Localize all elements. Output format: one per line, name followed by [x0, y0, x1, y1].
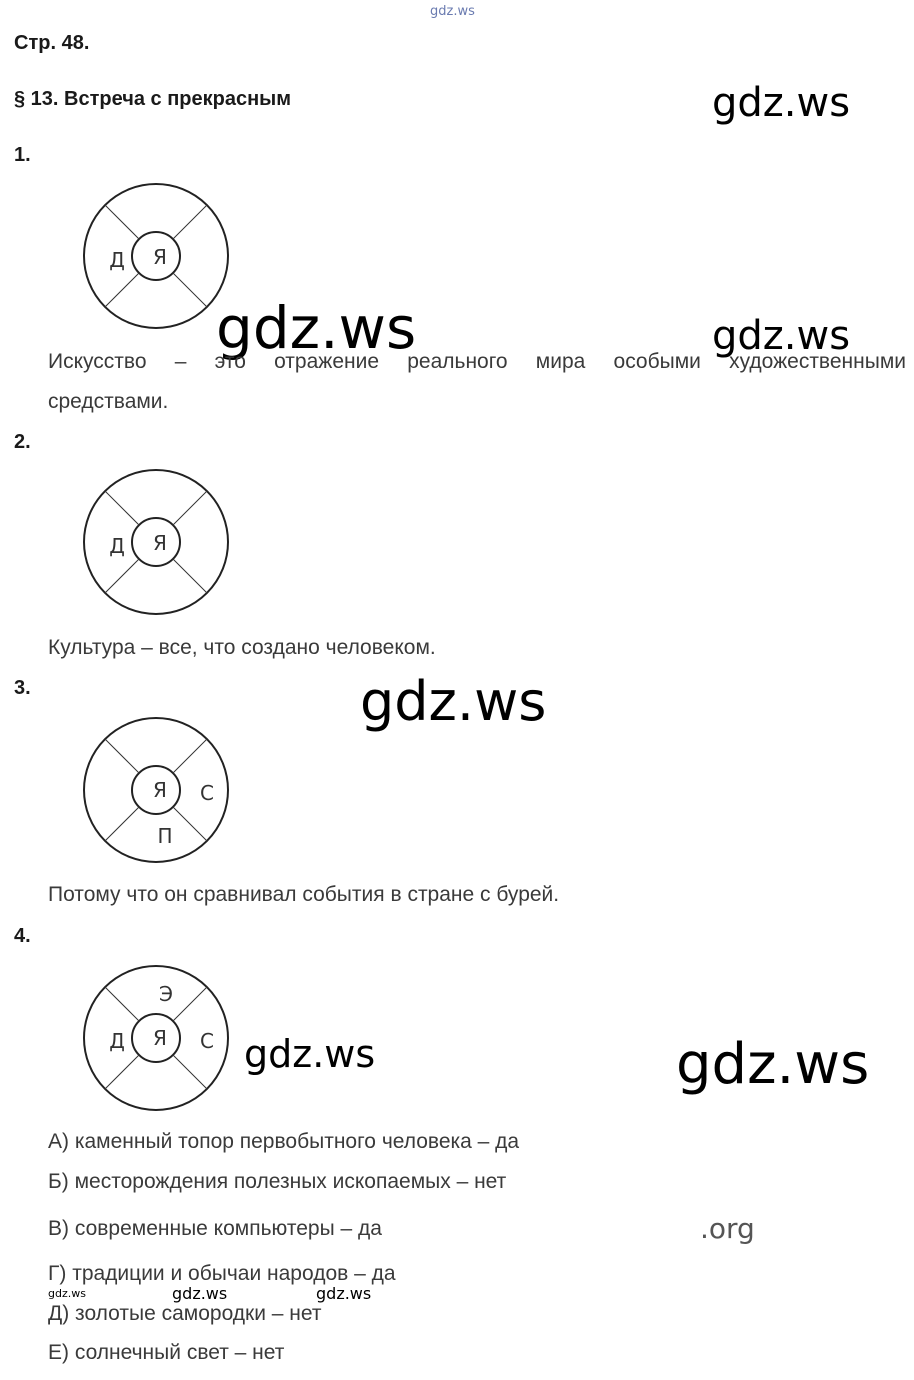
section-title: § 13. Встреча с прекрасным: [14, 88, 292, 110]
diagram-3-right-label: С: [200, 781, 214, 805]
question-2-answer: Культура – все, что создано человеком.: [48, 636, 436, 659]
question-4-diagram: [80, 962, 232, 1114]
question-1-number: 1.: [14, 144, 31, 166]
watermark-header-right: gdz.ws: [712, 80, 851, 126]
question-4-item-b: Б) месторождения полезных ископаемых – нет: [48, 1170, 507, 1193]
question-3-number: 3.: [14, 677, 31, 699]
diagram-1-center-label: Я: [153, 245, 167, 269]
diagram-1-left-label: Д: [109, 248, 125, 272]
question-3-diagram: [80, 714, 232, 866]
watermark-faint-org: .org: [700, 1212, 755, 1245]
diagram-4-top-label: Э: [159, 982, 173, 1006]
watermark-bottom-small-1: gdz.ws: [48, 1287, 86, 1300]
watermark-bottom-small-2: gdz.ws: [172, 1284, 228, 1303]
question-2-diagram: [80, 466, 232, 618]
question-4-item-f: Е) солнечный свет – нет: [48, 1341, 285, 1364]
diagram-3-bottom-label: П: [157, 824, 173, 848]
diagram-2-left-label: Д: [109, 534, 125, 558]
question-4-number: 4.: [14, 925, 31, 947]
question-4-item-c: В) современные компьютеры – да: [48, 1217, 382, 1240]
watermark-bottom-small-3: gdz.ws: [316, 1284, 372, 1303]
question-4-item-a: А) каменный топор первобытного человека – да: [48, 1130, 520, 1153]
diagram-3-center-label: Я: [153, 778, 167, 802]
page-label: Стр. 48.: [14, 32, 90, 54]
question-1-diagram: [80, 180, 232, 332]
question-1-answer-line2: средствами.: [48, 390, 169, 413]
diagram-2-center-label: Я: [153, 531, 167, 555]
question-3-answer: Потому что он сравнивал события в стране с бурей.: [48, 883, 560, 906]
watermark-q1-big: gdz.ws: [216, 294, 417, 362]
watermark-q4-right: gdz.ws: [676, 1032, 870, 1097]
diagram-4-right-label: С: [200, 1029, 214, 1053]
diagram-4-left-label: Д: [109, 1029, 125, 1053]
diagram-4-center-label: Я: [153, 1026, 167, 1050]
watermark-q1-right: gdz.ws: [712, 313, 851, 359]
question-2-number: 2.: [14, 431, 31, 453]
watermark-q4-mid: gdz.ws: [244, 1032, 376, 1076]
question-4-item-d: Г) традиции и обычаи народов – да: [48, 1262, 396, 1285]
watermark-q3-center: gdz.ws: [360, 670, 547, 733]
question-4-item-e: Д) золотые самородки – нет: [48, 1302, 322, 1325]
watermark-top: gdz.ws: [430, 4, 475, 19]
question-1-answer-line1: Искусство – это отражение реального мира особыми художественными: [48, 350, 906, 373]
